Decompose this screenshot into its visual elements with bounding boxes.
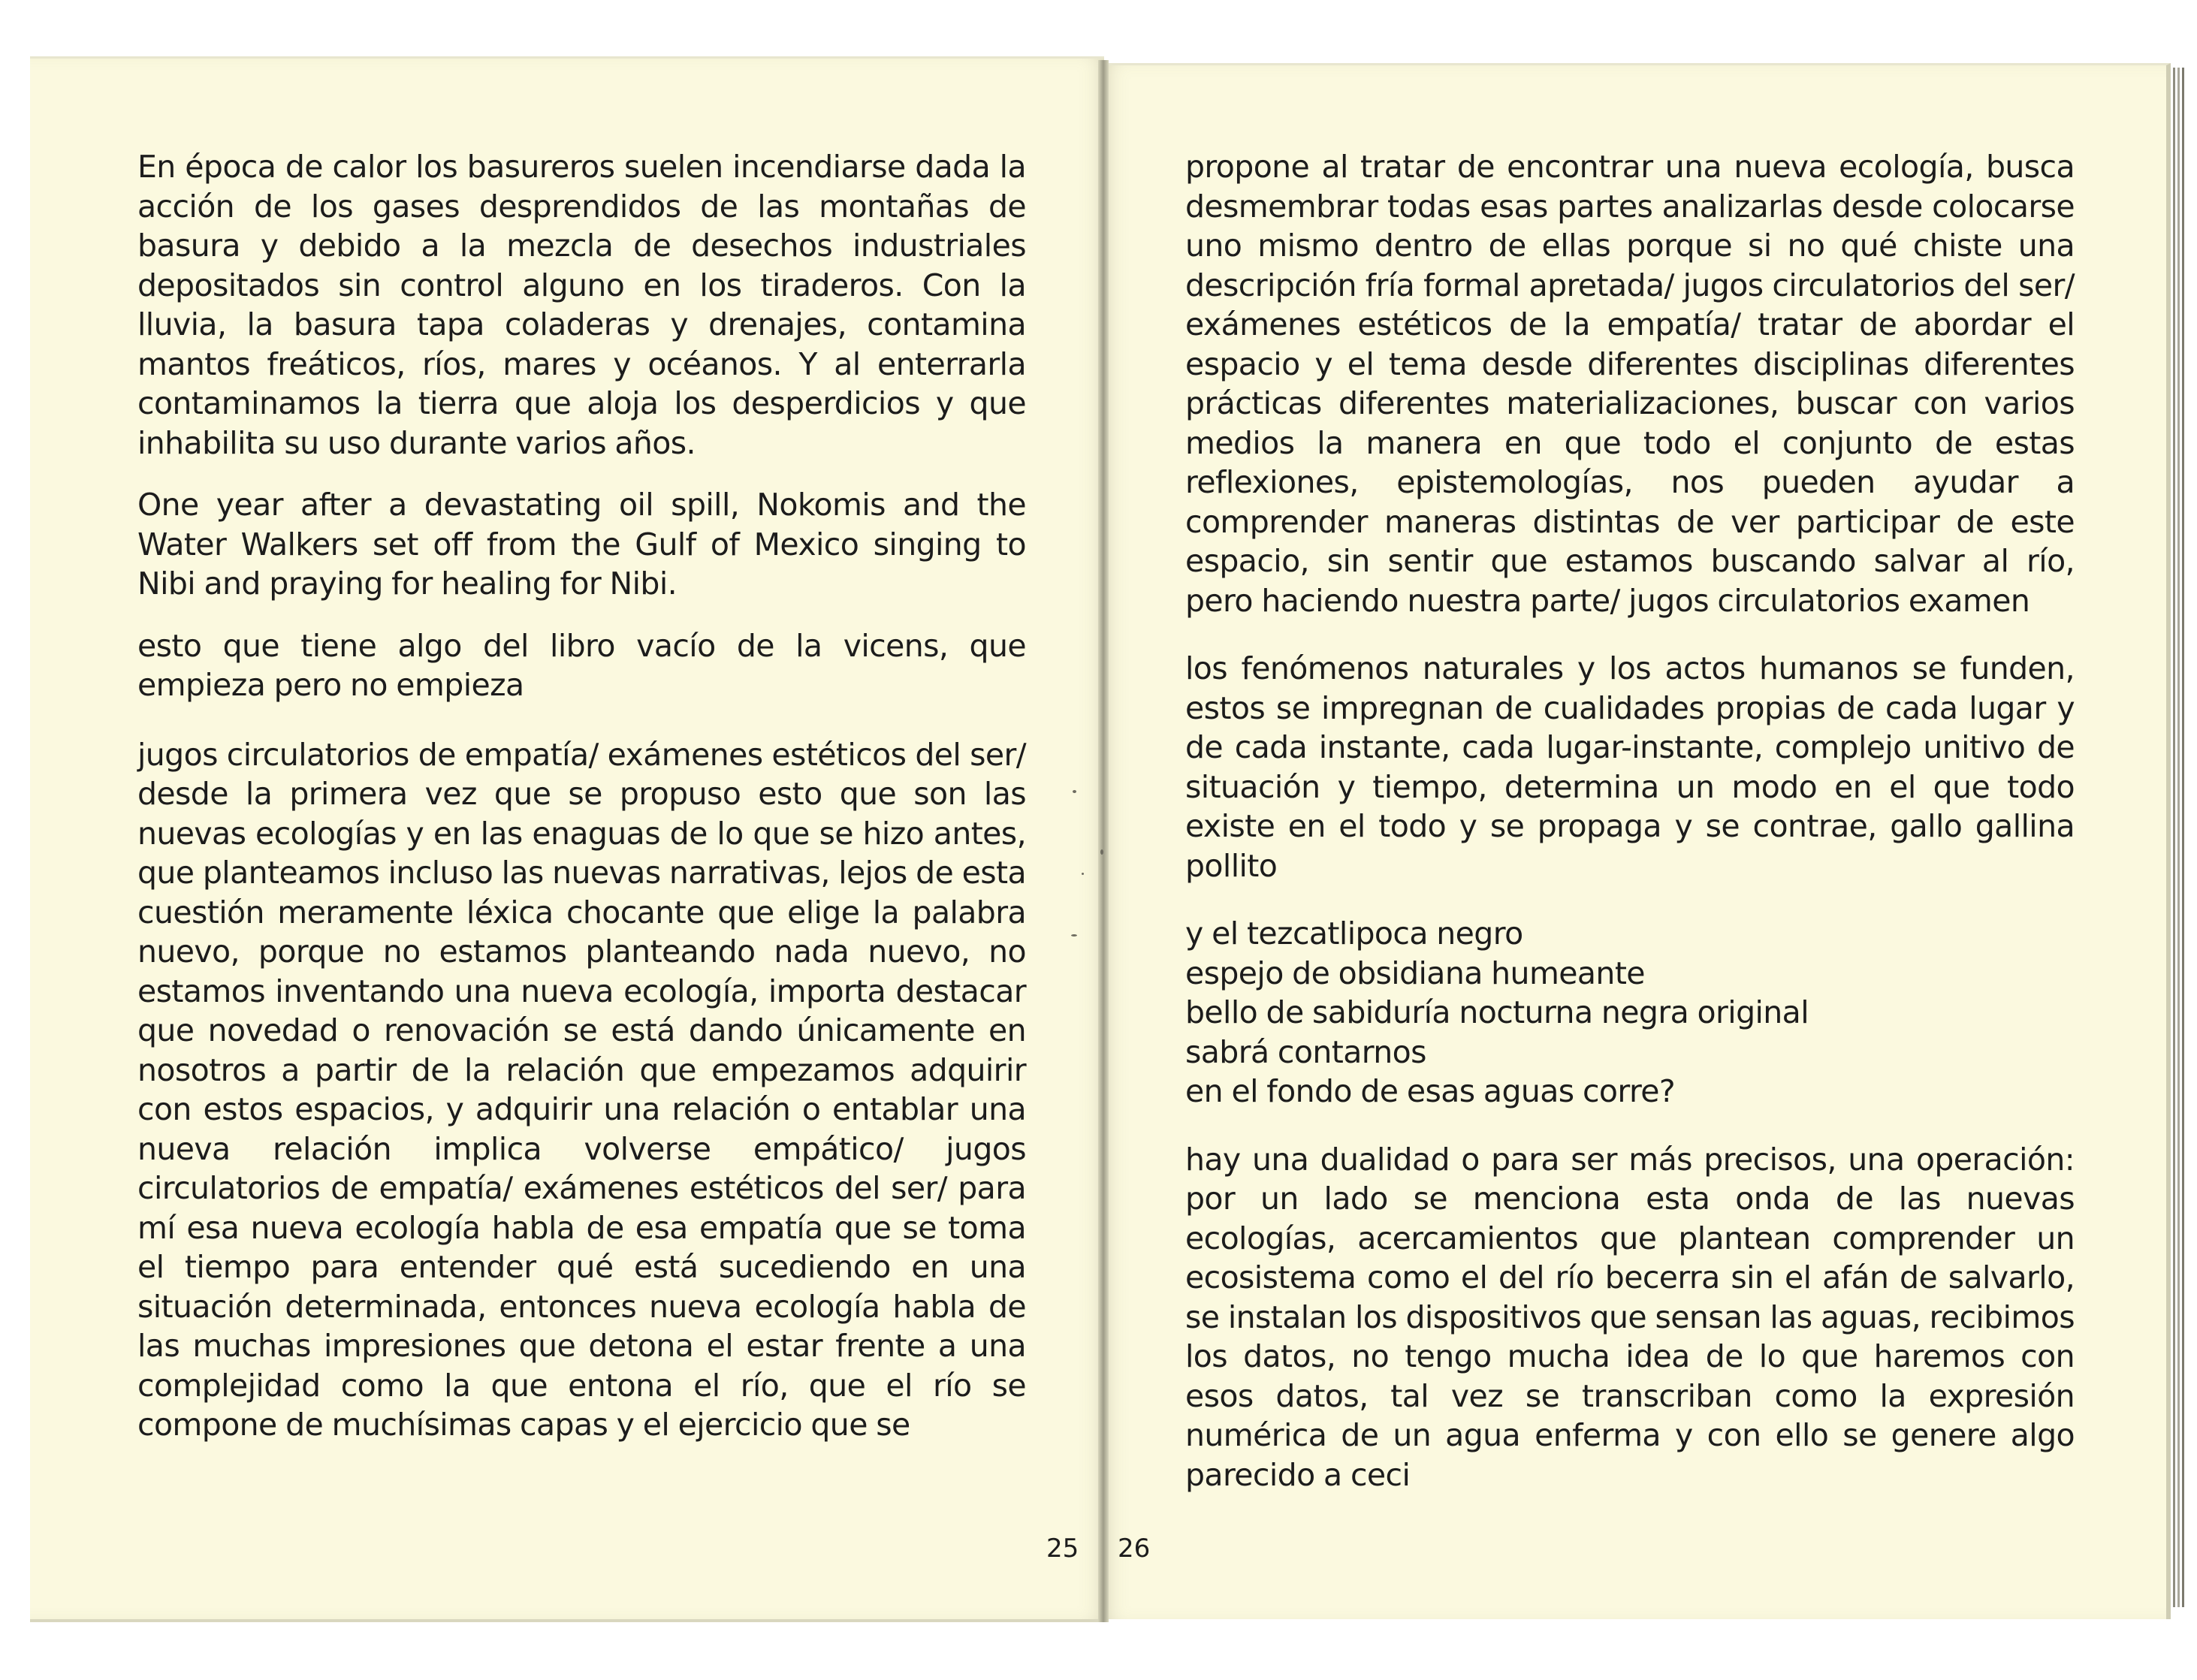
poem-line: bello de sabiduría nocturna negra original: [1185, 994, 1809, 1030]
page-number-left: 25: [1046, 1534, 1079, 1564]
paper-speck: [1100, 849, 1103, 855]
left-page-text: [137, 147, 1026, 1445]
poem-line: y el tezcatlipoca negro: [1185, 915, 1523, 952]
poem-line: en el fondo de esas aguas corre?: [1185, 1073, 1676, 1109]
paper-speck: [1082, 873, 1084, 875]
poem-tezcatlipoca: [1185, 914, 2075, 1111]
paragraph-libro-vacio: esto que tiene algo del libro vacío de la vicens, que empieza pero no empieza: [137, 627, 1026, 703]
page-edge-line: [2177, 68, 2180, 1607]
paragraph-jugos-circulatorios: jugos circulatorios de empatía/ exámenes estéticos del ser/ desde la primera vez que se propuso esto que son las nuevas ecologías y en las enaguas de lo que se hizo antes, que planteamos incluso las nuevas narrativas, lejos de esta cuestión meramente léxica chocante que elige la palabra nuevo, porque no estamos planteando nada nuevo, no estamos inventando una nueva ecología, importa destacar que novedad o renovación se está dando únicamente en nosotros a partir de la relación que empezamos adquirir con estos espacios, y adquirir una relación o entablar una nueva relación implica volverse empático/ jugos circulatorios de empatía/ exámenes estéticos del ser/ para mí esa nueva ecología habla de esa empatía que se toma el tiempo para entender qué está sucediendo en una situación determinada, entonces nueva ecología habla de las muchas impresiones que detona el estar frente a una complejidad como la que entona el río, que el río se compone de muchísimas capas y el ejercicio que se: [137, 736, 1026, 1443]
paper-speck: [1073, 790, 1076, 793]
book-gutter: [1098, 60, 1109, 1622]
poem-line: sabrá contarnos: [1185, 1033, 1426, 1070]
paragraph-nueva-ecologia: propone al tratar de encontrar una nueva ecología, busca desmembrar todas esas partes analizarlas desde colocarse uno mismo dentro de ellas porque si no qué chiste una descripción fría formal apretada/ jugos circulatorios del ser/ exámenes estéticos de la empatía/ tratar de abordar el espacio y el tema desde diferentes disciplinas diferentes prácticas diferentes materializaciones, buscar con varios medios la manera en que todo el conjunto de estas reflexiones, epistemologías, nos pueden ayudar a comprender maneras distintas de ver participar de este espacio, sin sentir que estamos buscando salvar al río, pero haciendo nuestra parte/ jugos circulatorios examen: [1185, 149, 2075, 619]
page-edge-line: [2173, 68, 2175, 1607]
paragraph-water-walkers: One year after a devastating oil spill, Nokomis and the Water Walkers set off from the Gulf of Mexico singing to Nibi and praying for healing for Nibi.: [137, 487, 1026, 602]
page-number-right: 26: [1118, 1534, 1151, 1564]
right-page-text: [1185, 147, 2075, 1495]
paragraph-landfill: En época de calor los basureros suelen incendiarse dada la acción de los gases desprendidos de las montañas de basura y debido a la mezcla de desechos industriales depositados sin control alguno en los tiraderos. Con la lluvia, la basura tapa coladeras y drenajes, contamina mantos freáticos, ríos, mares y océanos. Y al enterrarla contaminamos la tierra que aloja los desperdicios y que inhabilita su uso durante varios años.: [137, 149, 1026, 461]
page-edge-line: [2182, 68, 2184, 1607]
poem-line: espejo de obsidiana humeante: [1185, 955, 1645, 991]
paper-speck: [1071, 934, 1077, 937]
paragraph-dualidad: hay una dualidad o para ser más precisos, una operación: por un lado se menciona esta onda de las nuevas ecologías, acercamientos que plantean comprender un ecosistema como el del río becerra sin el afán de salvarlo, se instalan los dispositivos que sensan las aguas, recibimos los datos, no tengo mucha idea de lo que haremos con esos datos, tal vez se transcriban como la expresión numérica de un agua enferma y con ello se genere algo parecido a ceci: [1185, 1141, 2075, 1493]
paragraph-fenomenos-naturales: los fenómenos naturales y los actos humanos se funden, estos se impregnan de cualidades propias de cada lugar y de cada instante, cada lugar-instante, complejo unitivo de situación y tiempo, determina un modo en el que todo existe en el todo y se propaga y se contrae, gallo gallina pollito: [1185, 650, 2075, 884]
